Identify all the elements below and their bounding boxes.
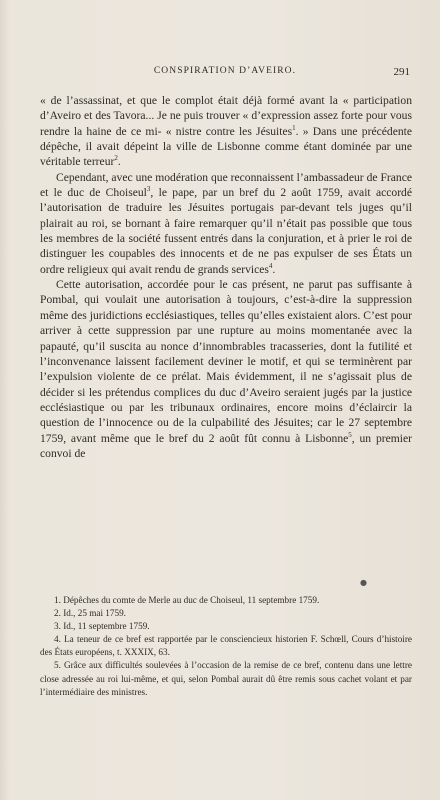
footnote-4: 4. La teneur de ce bref est rapportée par le consciencieux historien F. Schœll, Cours d’histoire des États européens, t. XXXIX, 63.: [40, 634, 412, 658]
running-head: [40, 66, 410, 82]
footnote-3: 3. Id., 11 septembre 1759.: [54, 621, 150, 632]
paragraph-3: [40, 277, 412, 461]
paragraph-text: , un premier convoi de: [40, 431, 412, 460]
footnote-ref-3: 3: [146, 185, 151, 194]
paragraph-text: Cependant, avec une modération que reconnaissent l’ambassadeur de France et le duc de Choiseul: [40, 170, 412, 200]
footnotes: [40, 594, 412, 699]
footnote-2: 2. Id., 25 mai 1759.: [54, 608, 126, 619]
footnote-ref-5: 5: [348, 430, 352, 439]
paragraph-text: .: [117, 155, 121, 169]
running-title: CONSPIRATION D’AVEIRO.: [153, 66, 297, 76]
paragraph-text: .: [272, 262, 276, 276]
footnote-1: 1. Dépêches du comte de Merle au duc de Choiseul, 11 septembre 1759.: [54, 595, 320, 605]
paragraph-text: « de l’assassinat, et que le complot était déjà formé avant la « participation d’Aveiro et des Tavora... Je ne puis trouver « d’expression assez forte pour vous rendre la haine de ce mi- « nistre contre les Jésuites: [40, 94, 412, 138]
paragraph-text: Cette autorisation, accordée pour le cas présent, ne parut pas suffisante à Pombal, qui voulait une autorisation à toujours, c’est-à-dire la suppression même des juridictions ecclésiastiques, telles qu’elles existaient alors. C’est pour arriver à cette suppression par une rupture au moins momentanée avec la papauté, qu’il suscita au nonce d’innombrables tracasseries, dont la futilité et l’inconvenance laissent facilement deviner le motif, et qui se terminèrent par l’expulsion violente de ce prélat. Mais évidemment, il ne s’agissait plus de décider si les prétendus complices du duc d’Aveiro seraient jugés par la justice ecclésiastique ou par les tribunaux ordinaires, encore moins d’éclaircir la question de l’innocence ou de la culpabilité des Jésuites; car le 27 septembre 1759, avant même que le bref du 2 août fût connu à Lisbonne: [40, 278, 412, 445]
paragraph-text: . » Dans une précédente dépêche, il avait dépeint la ville de Lisbonne comme étant dominée par une véritable terreur: [40, 124, 413, 169]
footnote-ref-2: 2: [114, 154, 118, 163]
paragraph-text: , le pape, par un bref du 2 août 1759, avait accordé l’autorisation de traduire les Jésuites portugais par-devant tels juges qu’il plairait au roi, se bornant à faire remarquer qu’il n’était pas possible que tous les membres de la société fussent entrés dans la conjuration, et à prier le roi de distinguer les coupables des innocents et de ne pas expulser de ses États un ordre religieux qui avait rendu de grands services: [40, 186, 413, 276]
footnote-5: 5. Grâce aux difficultés soulevées à l’occasion de la remise de ce bref, contenu dans une lettre close adressée au roi lui-même, et qui, selon Pombal aurait dû être remis sous cachet volant et par l’intermédiaire des ministres.: [40, 660, 412, 697]
footnote-separator-mark: ●: [360, 578, 367, 587]
paragraph-2: [40, 170, 412, 277]
page-number: 291: [393, 66, 410, 78]
paragraph-1: [40, 93, 412, 170]
body-text: [40, 93, 412, 461]
footnote-ref-1: 1: [292, 123, 296, 132]
footnote-ref-4: 4: [268, 261, 273, 270]
